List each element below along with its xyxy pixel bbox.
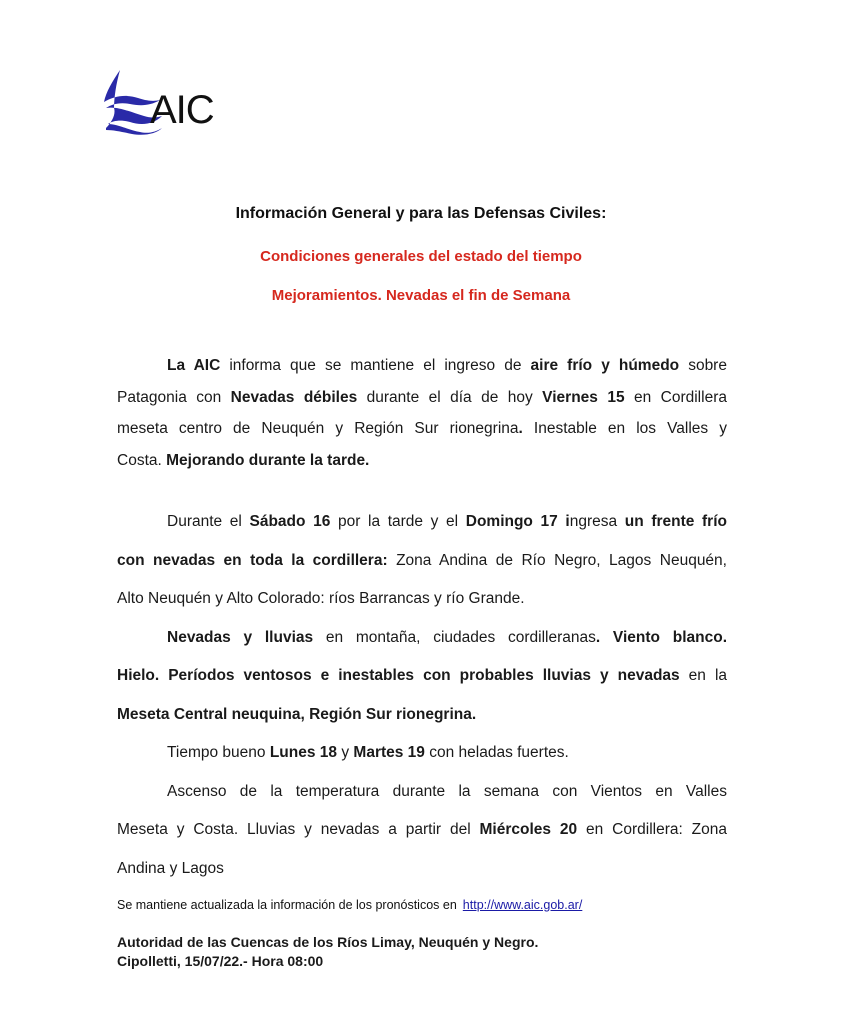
paragraph-line: Nevadas y lluvias en montaña, ciudades cordilleranas. Viento blanco. — [167, 628, 728, 646]
signature-authority: Autoridad de las Cuencas de los Ríos Limay, Neuquén y Negro. — [117, 934, 539, 950]
paragraph-line: Ascenso de la temperatura durante la semana con Vientos en Valles — [167, 782, 727, 800]
paragraph-line: Meseta y Costa. Lluvias y nevadas a partir del Miércoles 20 en Cordillera: Zona — [117, 821, 728, 838]
paragraph-forecast — [117, 503, 727, 888]
paragraph-line: Meseta Central neuquina, Región Sur rionegrina. — [117, 705, 477, 723]
paragraph-line: Tiempo bueno Lunes 18 y Martes 19 con heladas fuertes. — [167, 744, 569, 761]
footer-note-text: Se mantiene actualizada la información de los pronósticos en — [117, 898, 457, 912]
subtitle-conditions: Condiciones generales del estado del tiempo — [260, 248, 582, 265]
paragraph-line: Alto Neuquén y Alto Colorado: ríos Barrancas y río Grande. — [117, 590, 525, 607]
paragraph-line: Patagonia con Nevadas débiles durante el día de hoy Viernes 15 en Cordillera — [117, 388, 727, 406]
paragraph-line: Andina y Lagos — [117, 859, 224, 877]
paragraph-current-conditions — [117, 350, 727, 476]
website-link[interactable]: http://www.aic.gob.ar/ — [462, 898, 583, 912]
logo-text: AIC — [150, 88, 214, 132]
subtitle-improvements: Mejoramientos. Nevadas el fin de Semana — [271, 287, 571, 304]
page-title: Información General y para las Defensas Civiles: — [235, 205, 607, 222]
paragraph-line: con nevadas en toda la cordillera: Zona Andina de Río Negro, Lagos Neuquén, — [117, 551, 727, 569]
footer-note — [117, 898, 582, 912]
paragraph-line: meseta centro de Neuquén y Región Sur rionegrina. Inestable en los Valles y — [117, 420, 728, 437]
paragraph-line: Costa. Mejorando durante la tarde. — [117, 451, 370, 469]
paragraph-line: Durante el Sábado 16 por la tarde y el Domingo 17 ingresa un frente frío — [167, 513, 727, 530]
signature-block — [117, 933, 538, 971]
paragraph-line: Hielo. Períodos ventosos e inestables con probables lluvias y nevadas en la — [117, 667, 728, 684]
aic-logo — [104, 68, 220, 136]
signature-date: Cipolletti, 15/07/22.- Hora 08:00 — [117, 953, 324, 969]
paragraph-line: La AIC informa que se mantiene el ingreso de aire frío y húmedo sobre — [167, 357, 727, 374]
